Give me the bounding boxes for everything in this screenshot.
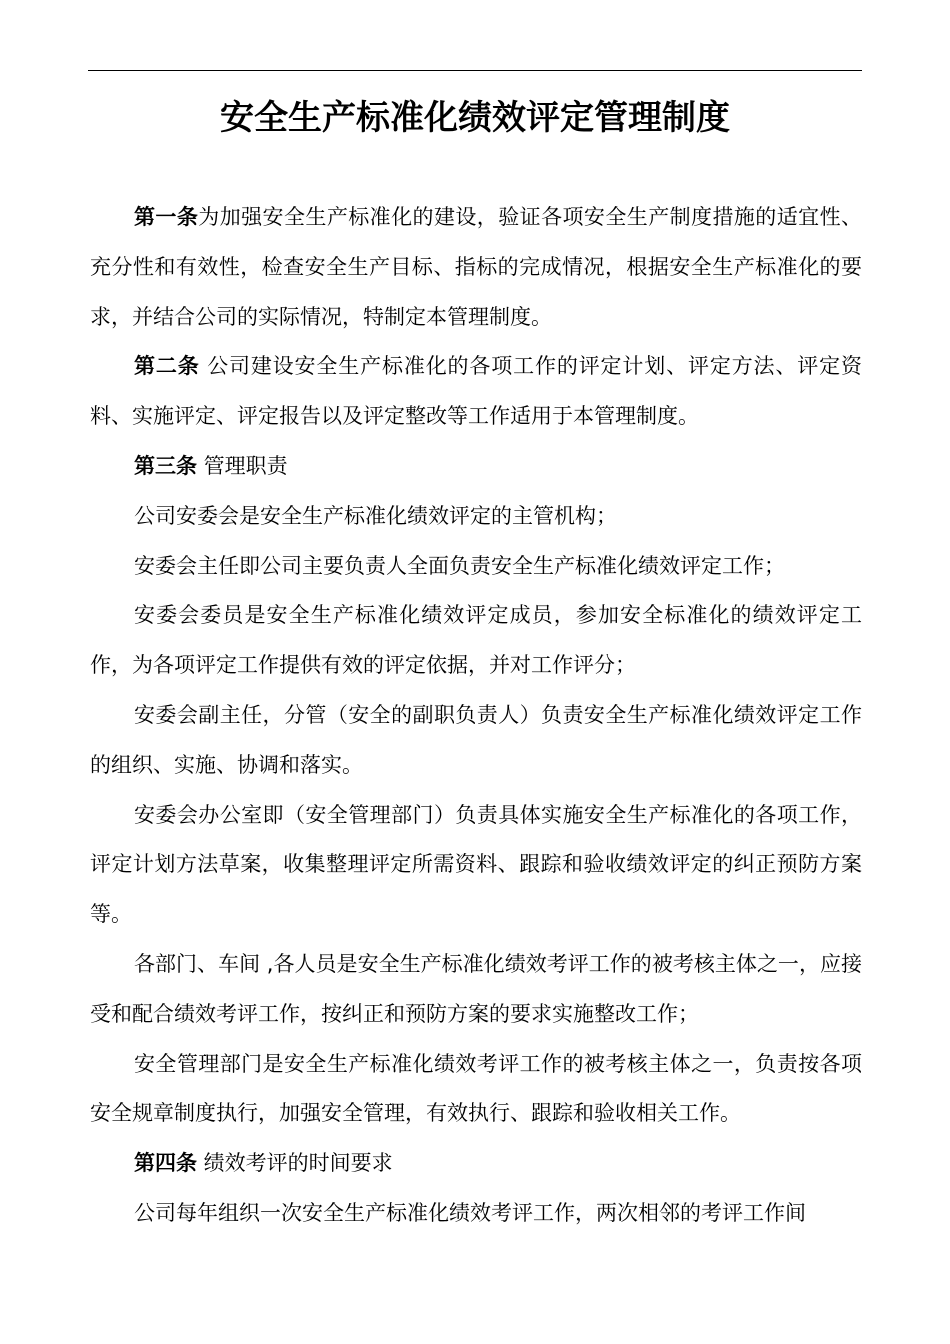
paragraph-text: 安委会委员是安全生产标准化绩效评定成员，参加安全标准化的绩效评定工作，为各项评定工作提供有效的评定依据，并对工作评分；	[90, 603, 862, 678]
paragraph-text: 绩效考评的时间要求	[197, 1151, 393, 1176]
paragraph	[90, 542, 862, 592]
paragraph-article-4	[90, 1139, 862, 1189]
paragraph	[90, 591, 862, 691]
paragraph-article-2	[90, 342, 862, 442]
article-number: 第四条	[134, 1151, 197, 1176]
paragraph	[90, 1189, 862, 1239]
article-number: 第三条	[134, 453, 197, 478]
paragraph-text: 公司每年组织一次安全生产标准化绩效考评工作，两次相邻的考评工作间	[134, 1200, 806, 1225]
paragraph-text: 安委会主任即公司主要负责人全面负责安全生产标准化绩效评定工作；	[134, 553, 785, 578]
paragraph-article-1	[90, 193, 862, 342]
paragraph-text: 公司建设安全生产标准化的各项工作的评定计划、评定方法、评定资料、实施评定、评定报告以及评定整改等工作适用于本管理制度。	[90, 354, 862, 429]
paragraph-text: 为加强安全生产标准化的建设，验证各项安全生产制度措施的适宜性、充分性和有效性，检查安全生产目标、指标的完成情况，根据安全生产标准化的要求，并结合公司的实际情况，特制定本管理制度。	[90, 205, 863, 329]
paragraph	[90, 492, 862, 542]
paragraph	[90, 1040, 862, 1140]
document-body	[90, 193, 862, 1239]
paragraph	[90, 791, 862, 940]
paragraph-text: 公司安委会是安全生产标准化绩效评定的主管机构；	[134, 503, 617, 528]
page-title: 安全生产标准化绩效评定管理制度	[220, 97, 730, 138]
paragraph	[90, 940, 862, 1040]
article-number: 第二条	[134, 354, 200, 379]
header-rule	[88, 70, 862, 71]
paragraph-text: 各部门、车间 ,各人员是安全生产标准化绩效考评工作的被考核主体之一，应接受和配合绩效考评工作，按纠正和预防方案的要求实施整改工作；	[90, 951, 862, 1026]
paragraph-text: 安委会副主任，分管（安全的副职负责人）负责安全生产标准化绩效评定工作的组织、实施、协调和落实。	[90, 702, 862, 777]
paragraph-article-3	[90, 442, 862, 492]
paragraph	[90, 691, 862, 791]
paragraph-text: 安全管理部门是安全生产标准化绩效考评工作的被考核主体之一，负责按各项安全规章制度执行，加强安全管理，有效执行、跟踪和验收相关工作。	[90, 1051, 862, 1126]
article-number: 第一条	[134, 205, 199, 229]
paragraph-text: 安委会办公室即（安全管理部门）负责具体实施安全生产标准化的各项工作，评定计划方法草案，收集整理评定所需资料、跟踪和验收绩效评定的纠正预防方案等。	[90, 802, 862, 927]
paragraph-text: 管理职责	[197, 453, 288, 478]
